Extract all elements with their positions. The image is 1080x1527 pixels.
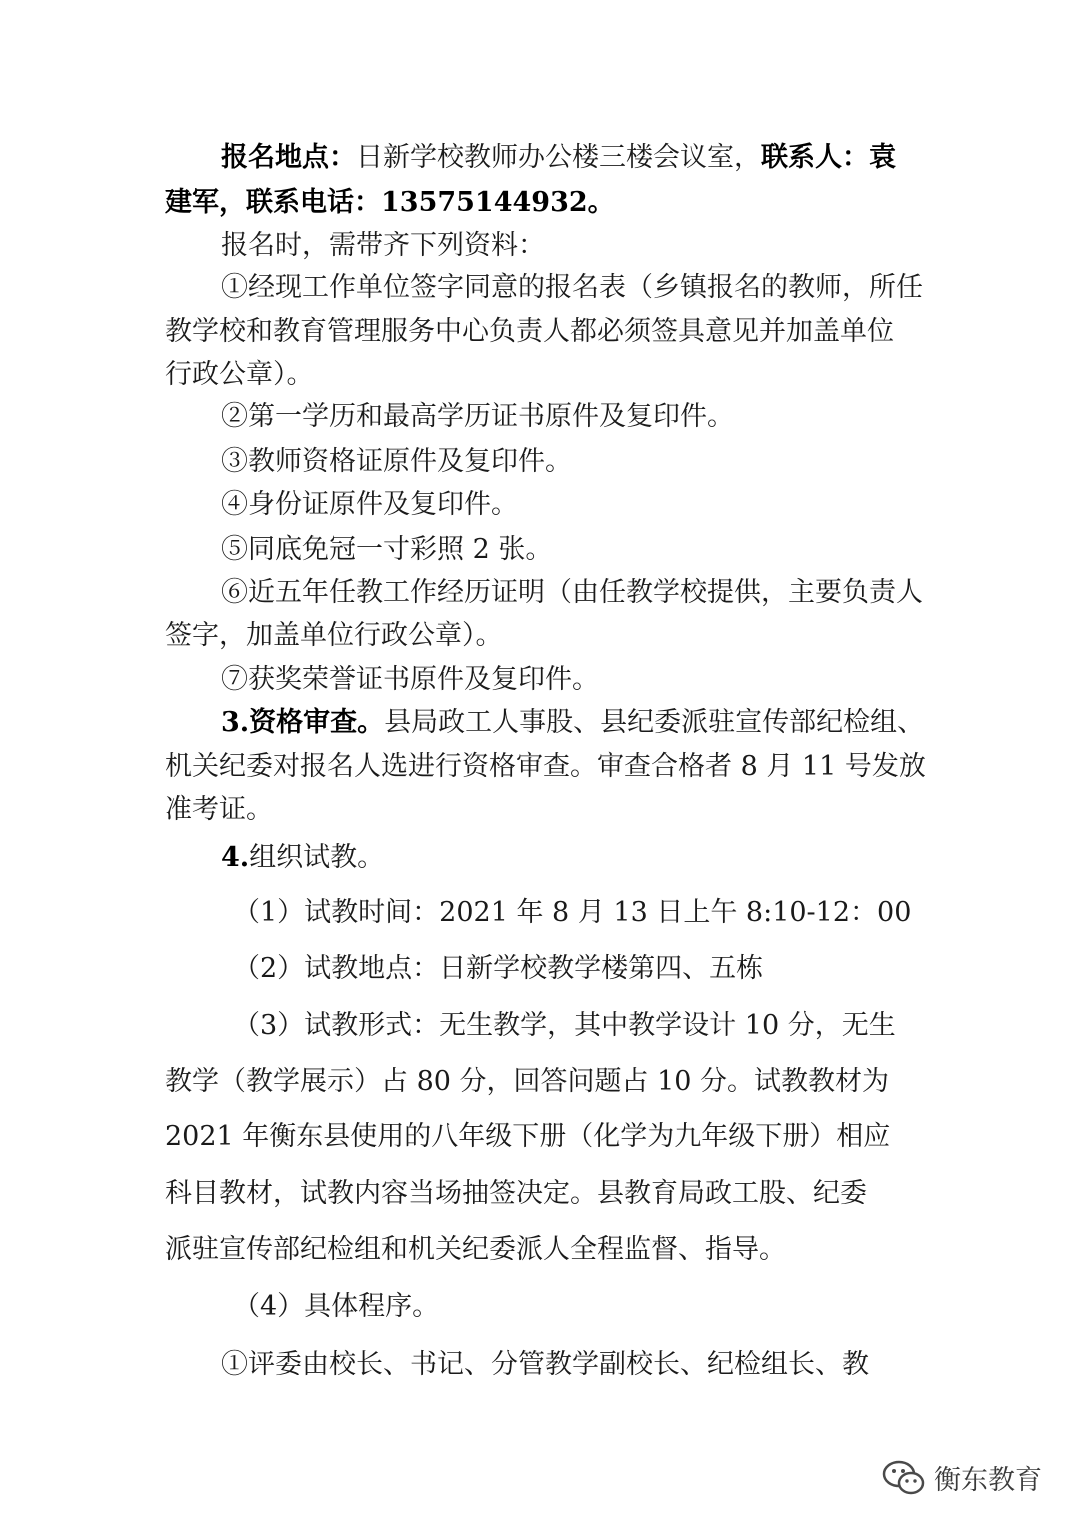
text-line xyxy=(233,1290,1060,1324)
text-line xyxy=(221,445,1060,479)
text: 日新学校教师办公楼三楼会议室， xyxy=(356,142,761,173)
text: ②第一学历和最高学历证书原件及复印件。 xyxy=(221,401,734,432)
text-line xyxy=(221,663,1060,697)
text-line xyxy=(165,358,1060,392)
text: ③教师资格证原件及复印件。 xyxy=(221,446,572,477)
text-line xyxy=(165,750,1060,784)
text: ⑥近五年任教工作经历证明（由任教学校提供，主要负责人 xyxy=(221,577,923,608)
text-line xyxy=(221,141,1060,175)
text-line xyxy=(165,1177,1060,1211)
text: 报名时，需带齐下列资料： xyxy=(221,230,545,261)
bold-text: 联系人：袁 xyxy=(761,142,896,173)
text-line xyxy=(221,841,1060,875)
text-line xyxy=(221,229,1060,263)
watermark xyxy=(882,1458,1042,1497)
text-line xyxy=(233,1009,1060,1043)
text-line xyxy=(165,186,1060,220)
wechat-icon xyxy=(882,1459,926,1497)
text: ⑦获奖荣誉证书原件及复印件。 xyxy=(221,664,599,695)
text: 教学校和教育管理服务中心负责人都必须签具意见并加盖单位 xyxy=(165,316,894,347)
text-line xyxy=(165,619,1060,653)
text: 机关纪委对报名人选进行资格审查。审查合格者 8 月 11 号发放 xyxy=(165,751,926,782)
text-line xyxy=(165,793,1060,827)
text: ①经现工作单位签字同意的报名表（乡镇报名的教师，所任 xyxy=(221,272,923,303)
text: （1）试教时间：2021 年 8 月 13 日上午 8:10-12：00 xyxy=(233,897,912,928)
bold-text: 建军，联系电话：13575144932。 xyxy=(165,187,615,218)
bold-text: 报名地点： xyxy=(221,142,356,173)
text-line xyxy=(221,1348,1060,1382)
text: 组织试教。 xyxy=(249,842,385,873)
text: 行政公章）。 xyxy=(165,359,314,390)
text: 教学（教学展示）占 80 分，回答问题占 10 分。试教教材为 xyxy=(165,1066,890,1097)
text: （3）试教形式：无生教学，其中教学设计 10 分，无生 xyxy=(233,1010,896,1041)
text-line xyxy=(221,488,1060,522)
text: 签字，加盖单位行政公章）。 xyxy=(165,620,503,651)
text: 派驻宣传部纪检组和机关纪委派人全程监督、指导。 xyxy=(165,1234,786,1265)
text-line xyxy=(165,1120,1060,1154)
text-line xyxy=(221,400,1060,434)
text-line xyxy=(221,706,1060,740)
text-line xyxy=(165,1065,1060,1099)
bold-text: 3.资格审查。 xyxy=(221,707,385,738)
text-line xyxy=(233,896,1060,930)
text: （2）试教地点：日新学校教学楼第四、五栋 xyxy=(233,953,764,984)
text-line xyxy=(221,576,1060,610)
text: ①评委由校长、书记、分管教学副校长、纪检组长、教 xyxy=(221,1349,869,1380)
bold-text: 4. xyxy=(221,842,250,873)
text-line xyxy=(221,271,1060,305)
text: 县局政工人事股、县纪委派驻宣传部纪检组、 xyxy=(384,707,925,738)
text: 科目教材，试教内容当场抽签决定。县教育局政工股、纪委 xyxy=(165,1178,867,1209)
text: ⑤同底免冠一寸彩照 2 张。 xyxy=(221,534,553,565)
watermark-text: 衡东教育 xyxy=(934,1465,1042,1496)
text-line xyxy=(233,952,1060,986)
text: （4）具体程序。 xyxy=(233,1291,440,1322)
text: 2021 年衡东县使用的八年级下册（化学为九年级下册）相应 xyxy=(165,1121,891,1152)
text-line xyxy=(165,1233,1060,1267)
text-line xyxy=(221,533,1060,567)
text: 准考证。 xyxy=(165,794,273,825)
text-line xyxy=(165,315,1060,349)
text: ④身份证原件及复印件。 xyxy=(221,489,518,520)
